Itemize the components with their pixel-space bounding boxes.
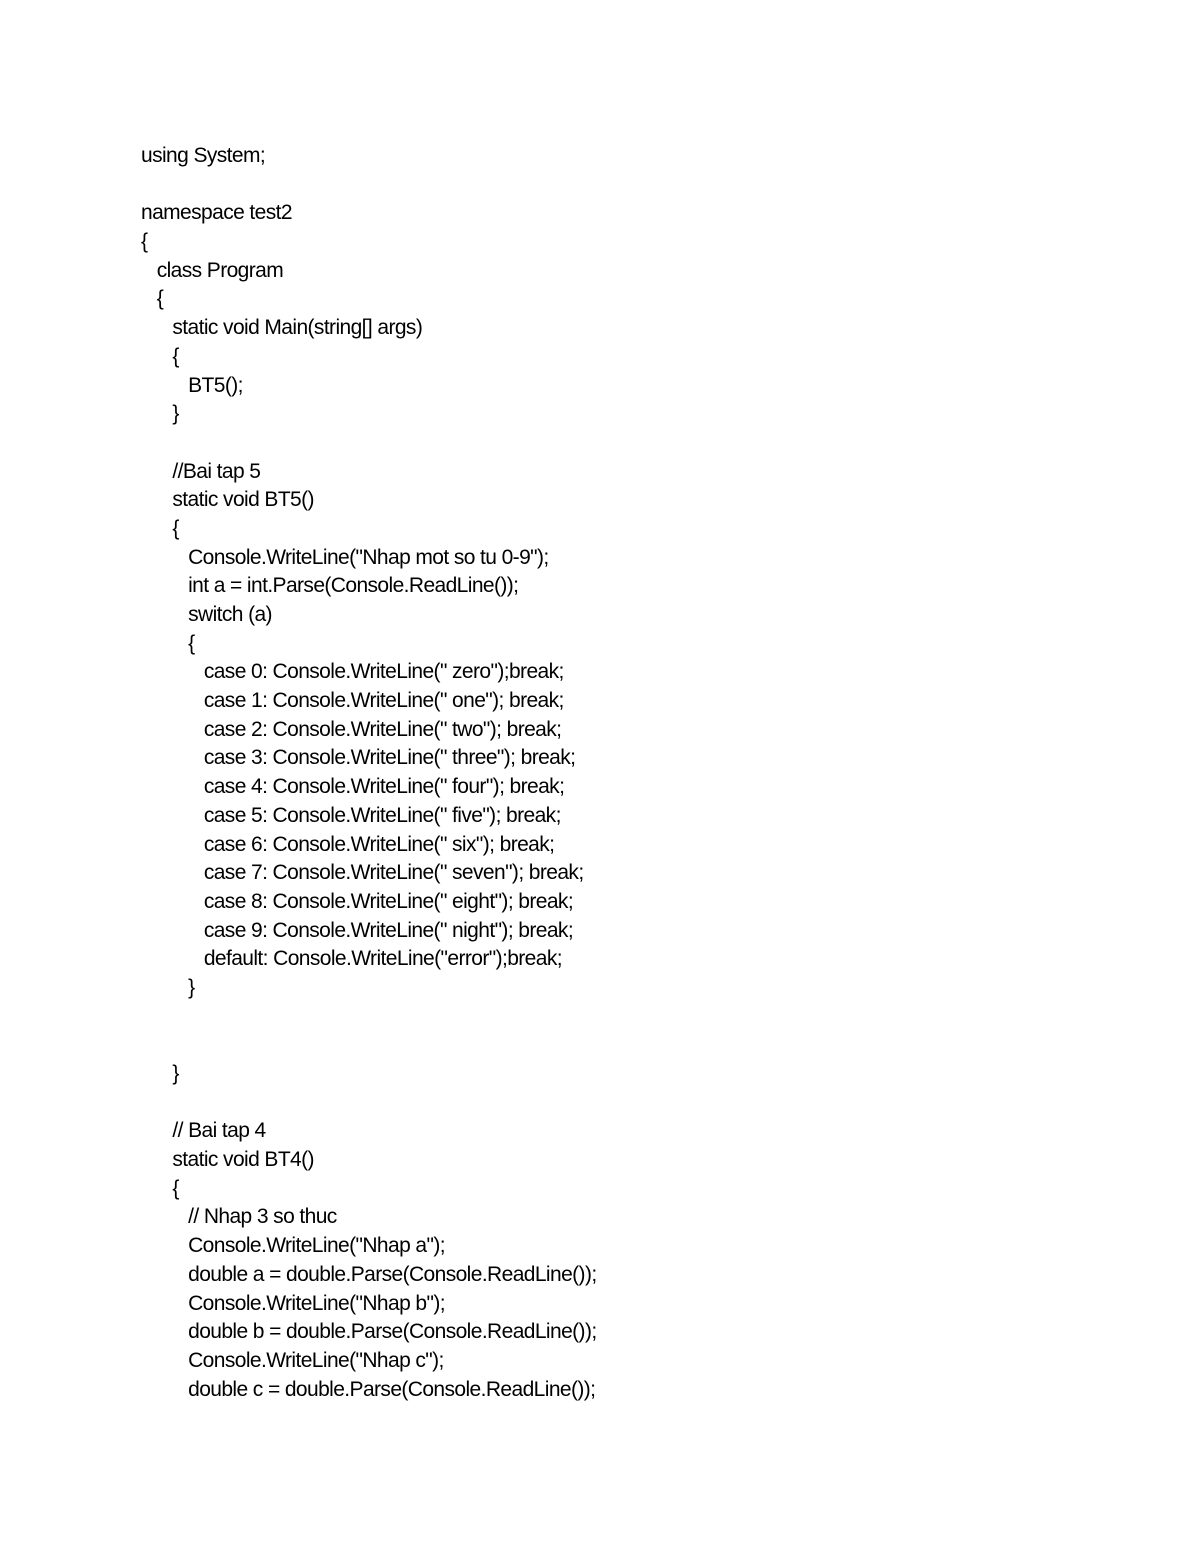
code-line: double b = double.Parse(Console.ReadLine());	[141, 1320, 597, 1344]
code-line: double a = double.Parse(Console.ReadLine());	[141, 1262, 597, 1286]
code-line	[141, 1031, 597, 1060]
code-line	[141, 1089, 597, 1118]
code-line: {	[141, 631, 195, 655]
code-line: namespace test2	[141, 201, 292, 225]
code-line: {	[141, 230, 148, 254]
code-line: case 8: Console.WriteLine(" eight"); break;	[141, 889, 574, 913]
code-line: switch (a)	[141, 603, 272, 626]
code-line: using System;	[141, 144, 266, 167]
code-line: case 4: Console.WriteLine(" four"); break;	[141, 775, 565, 799]
code-line: //Bai tap 5	[141, 459, 261, 483]
code-line: // Bai tap 4	[141, 1119, 266, 1143]
code-line: default: Console.WriteLine("error");break;	[141, 947, 562, 971]
code-line: class Program	[141, 258, 284, 282]
code-line: case 2: Console.WriteLine(" two"); break;	[141, 717, 562, 741]
code-line: Console.WriteLine("Nhap c");	[141, 1348, 444, 1372]
code-line	[141, 171, 597, 200]
code-line: static void BT4()	[141, 1148, 314, 1172]
code-line: case 1: Console.WriteLine(" one"); break;	[141, 689, 564, 713]
code-line: {	[141, 516, 179, 540]
code-line: {	[141, 1176, 179, 1200]
code-line: BT5();	[141, 373, 243, 397]
code-line: Console.WriteLine("Nhap a");	[141, 1234, 445, 1258]
code-line: case 6: Console.WriteLine(" six"); break;	[141, 832, 555, 856]
code-line: }	[141, 975, 195, 999]
code-line: }	[141, 402, 179, 426]
code-listing	[141, 142, 597, 1404]
code-line: case 0: Console.WriteLine(" zero");break;	[141, 660, 564, 684]
code-line: {	[141, 287, 164, 311]
code-line: // Nhap 3 so thuc	[141, 1205, 337, 1229]
code-line: }	[141, 1062, 179, 1085]
code-line	[141, 1003, 597, 1032]
code-line: Console.WriteLine("Nhap mot so tu 0-9");	[141, 545, 549, 569]
code-line: {	[141, 344, 179, 368]
code-line: case 9: Console.WriteLine(" night"); break;	[141, 918, 574, 942]
code-line: case 3: Console.WriteLine(" three"); break;	[141, 746, 576, 770]
code-line: static void BT5()	[141, 488, 314, 512]
code-line: case 7: Console.WriteLine(" seven"); break;	[141, 861, 584, 885]
code-line: case 5: Console.WriteLine(" five"); break;	[141, 803, 561, 827]
code-line	[141, 429, 597, 458]
code-line: double c = double.Parse(Console.ReadLine());	[141, 1377, 596, 1401]
code-line: Console.WriteLine("Nhap b");	[141, 1291, 445, 1315]
code-line: static void Main(string[] args)	[141, 316, 423, 340]
code-line: int a = int.Parse(Console.ReadLine());	[141, 574, 519, 598]
